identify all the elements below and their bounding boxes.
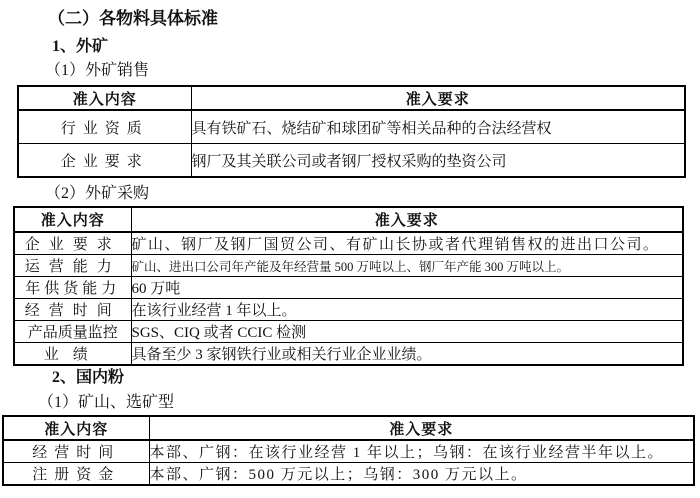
header-cell-requirement: 准入要求 [131,207,683,232]
section-1-item-1-heading: （1）外矿销售 [45,62,150,79]
row-label-cell: 运营能力 [14,255,131,277]
row-label-cell: 企业要求 [18,144,191,178]
row-label-cell: 注册资金 [3,463,149,486]
row-value-cell: 钢厂及其关联公司或者钢厂授权采购的垫资公司 [191,144,685,178]
table-row [14,232,683,255]
header-cell-requirement: 准入要求 [191,86,685,110]
header-cell-content: 准入内容 [18,86,191,110]
table-row [18,144,685,178]
header-cell-content: 准入内容 [3,416,149,440]
section-2-item-1-heading: （1）矿山、选矿型 [38,394,175,411]
foreign-ore-sales-table [17,85,686,178]
header-cell-content: 准入内容 [14,207,131,232]
foreign-ore-purchase-table [13,206,684,366]
row-label-cell: 产品质量监控 [14,321,131,343]
row-value-cell: 在该行业经营 1 年以上。 [131,299,683,321]
table-row [14,277,683,299]
domestic-powder-mine-table [2,415,695,486]
row-value-cell: 本部、广钢：500 万元以上；乌钢：300 万元以上。 [149,463,694,486]
row-value-cell: 矿山、钢厂及钢厂国贸公司、有矿山长协或者代理销售权的进出口公司。 [131,232,683,255]
row-label-cell: 行业资质 [18,110,191,144]
row-label-cell: 企业要求 [14,232,131,255]
row-label-cell: 经营时间 [14,299,131,321]
table-row [3,463,694,486]
row-label-cell: 业绩 [14,343,131,366]
row-value-cell: 具有铁矿石、烧结矿和球团矿等相关品种的合法经营权 [191,110,685,144]
table-row [18,110,685,144]
row-value-cell: SGS、CIQ 或者 CCIC 检测 [131,321,683,343]
row-value-cell: 矿山、进出口公司年产能及年经营量 500 万吨以上、钢厂年产能 300 万吨以上。 [131,255,683,277]
row-label-cell: 年供货能力 [14,277,131,299]
row-value-cell: 本部、广钢：在该行业经营 1 年以上；乌钢：在该行业经营半年以上。 [149,440,694,463]
table-row [3,440,694,463]
section-2-heading: 2、国内粉 [52,369,125,386]
row-label-cell: 经营时间 [3,440,149,463]
table-row [14,321,683,343]
page-title: （二）各物料具体标准 [48,9,218,28]
table-header-row [18,86,685,110]
table-row [14,255,683,277]
row-value-cell: 具备至少 3 家钢铁行业或相关行业企业业绩。 [131,343,683,366]
row-value-cell: 60 万吨 [131,277,683,299]
table-row [14,299,683,321]
section-1-item-2-heading: （2）外矿采购 [45,185,150,202]
table-row [14,343,683,366]
table-header-row [14,207,683,232]
table-header-row [3,416,694,440]
section-1-heading: 1、外矿 [52,38,109,55]
header-cell-requirement: 准入要求 [149,416,694,440]
